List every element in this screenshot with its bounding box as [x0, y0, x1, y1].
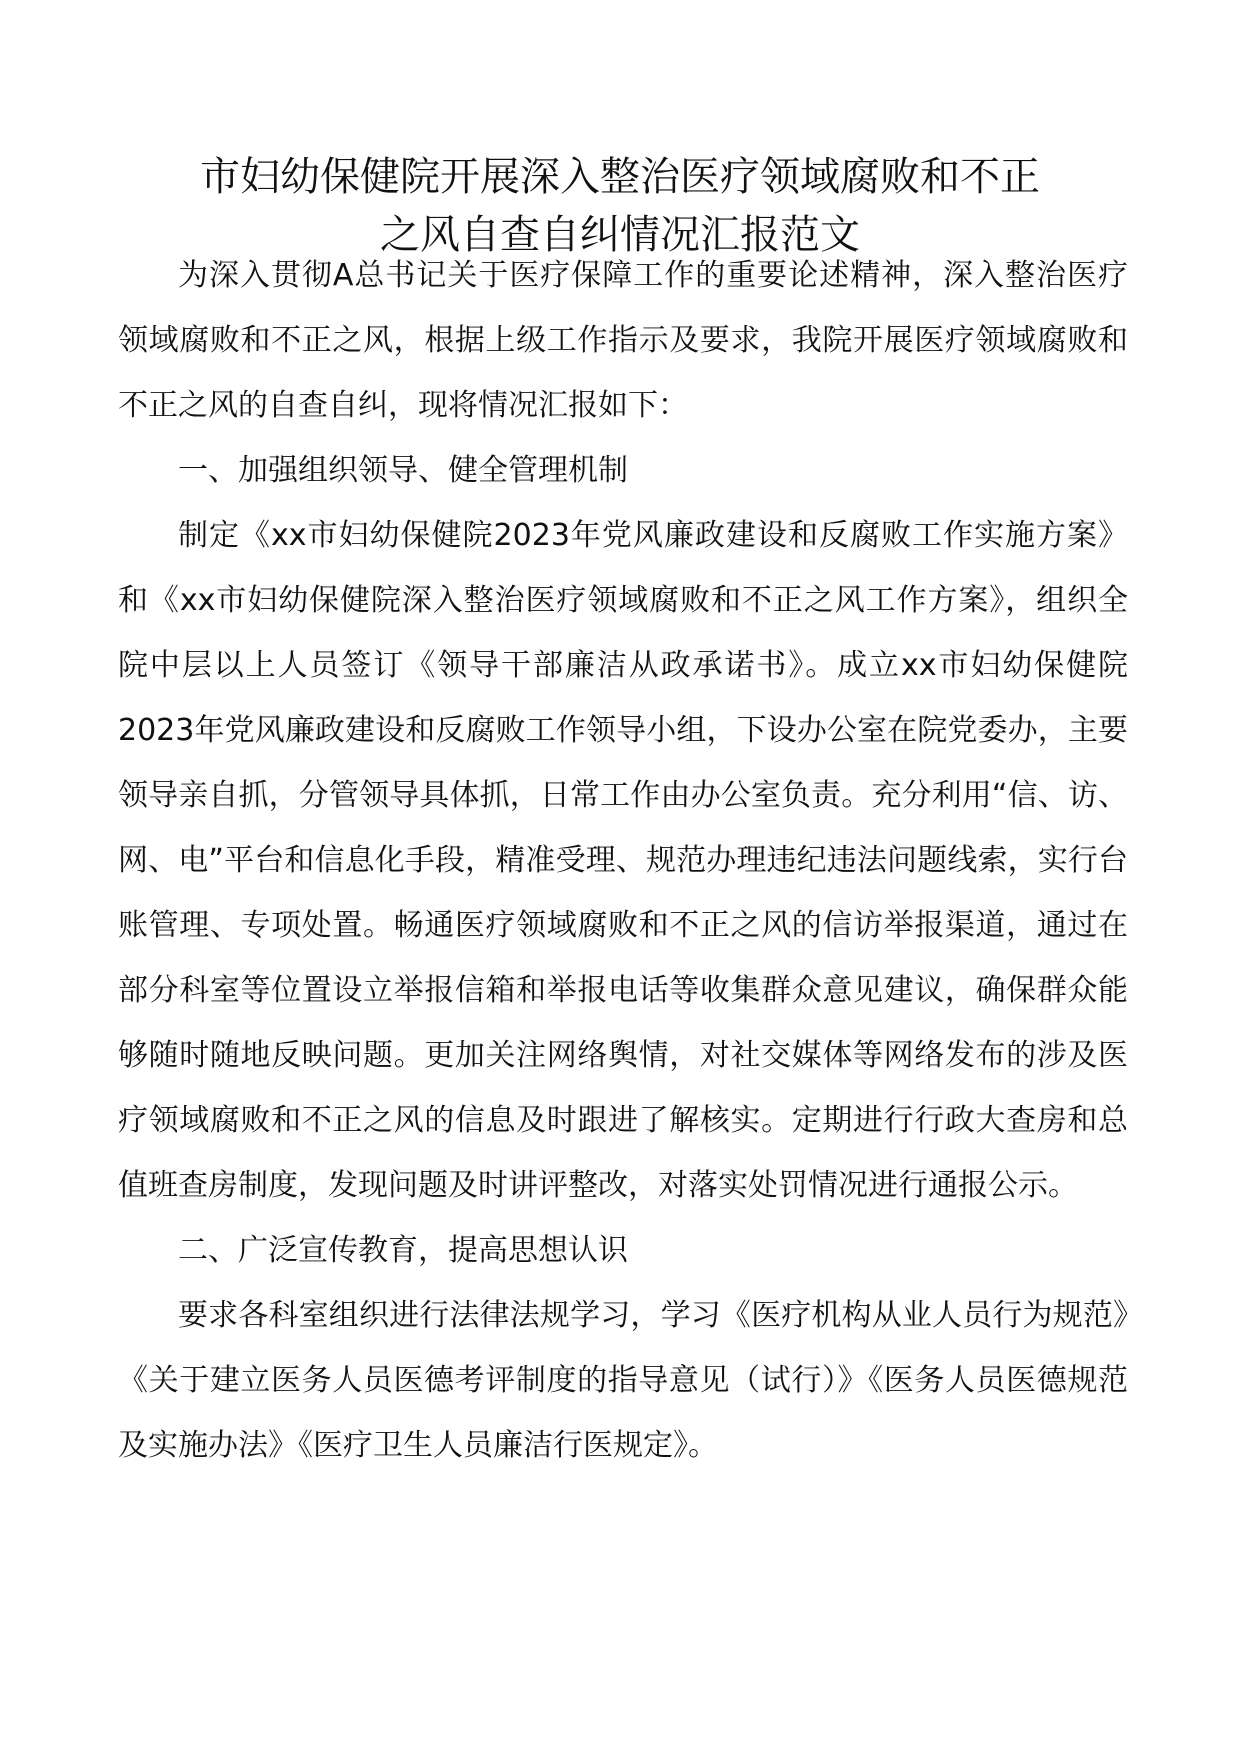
title-line-1: 市妇幼保健院开展深入整治医疗领域腐败和不正 — [200, 154, 1040, 200]
intro-paragraph: 为深入贯彻A总书记关于医疗保障工作的重要论述精神，深入整治医疗领域腐败和不正之风，根据上级工作指示及要求，我院开展医疗领域腐败和不正之风的自查自纠，现将情况汇报如下： — [118, 258, 1128, 423]
section-1-paragraph: 制定《xx市妇幼保健院2023年党风廉政建设和反腐败工作实施方案》和《xx市妇幼保健院深入整治医疗领域腐败和不正之风工作方案》，组织全院中层以上人员签订《领导干部廉洁从政承诺书》。成立xx市妇幼保健院2023年党风廉政建设和反腐败工作领导小组，下设办公室在院党委办，主要领导亲自抓，分管领导具体抓，日常工作由办公室负责。充分利用“信、访、网、电”平台和信息化手段，精准受理、规范办理违纪违法问题线索，实行台账管理、专项处置。畅通医疗领域腐败和不正之风的信访举报渠道，通过在部分科室等位置设立举报信箱和举报电话等收集群众意见建议，确保群众能够随时随地反映问题。更加关注网络舆情，对社交媒体等网络发布的涉及医疗领域腐败和不正之风的信息及时跟进了解核实。定期进行行政大查房和总值班查房制度，发现问题及时讲评整改，对落实处罚情况进行通报公示。 — [118, 518, 1128, 1203]
document-body — [118, 243, 1128, 1478]
section-1-heading: 一、加强组织领导、健全管理机制 — [178, 453, 628, 488]
section-2-paragraph: 要求各科室组织进行法律法规学习，学习《医疗机构从业人员行为规范》《关于建立医务人员医德考评制度的指导意见（试行）》《医务人员医德规范及实施办法》《医疗卫生人员廉洁行医规定》。 — [118, 1298, 1128, 1463]
section-2-heading: 二、广泛宣传教育，提高思想认识 — [178, 1233, 628, 1268]
title-line-2: 之风自查自纠情况汇报范文 — [380, 212, 860, 258]
